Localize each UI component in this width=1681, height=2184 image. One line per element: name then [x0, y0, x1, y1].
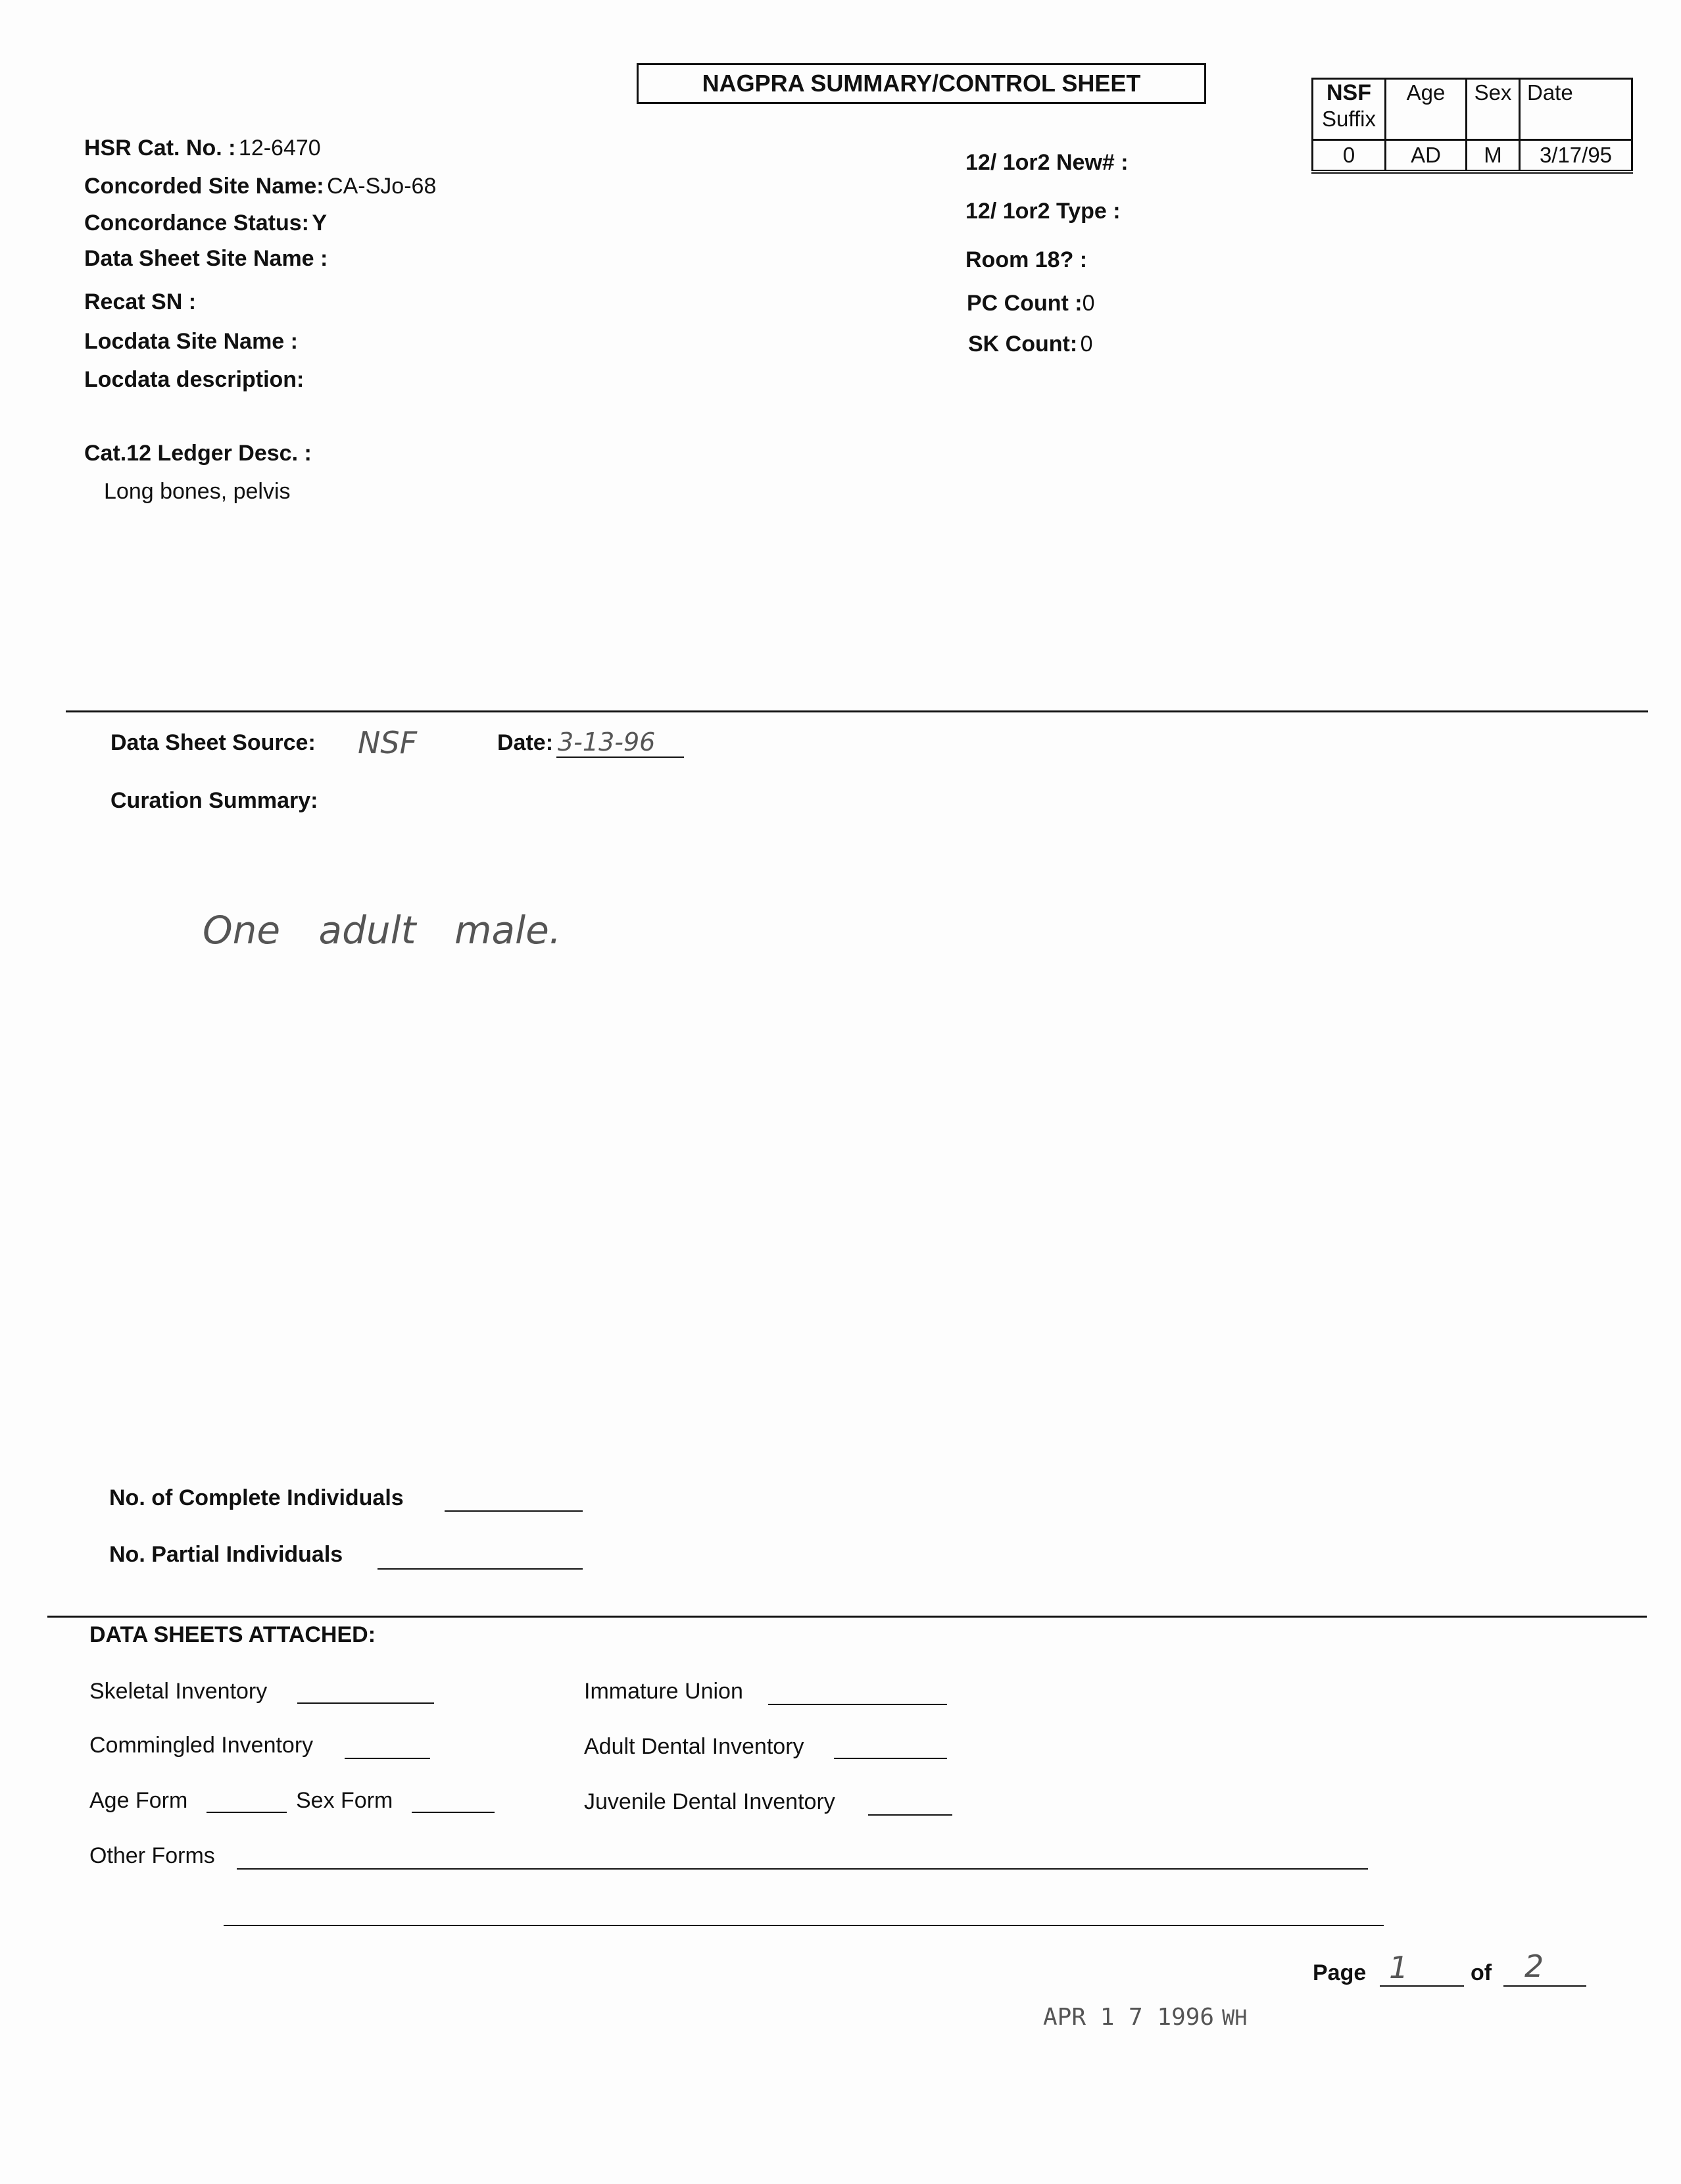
suffix-header: Suffix — [1322, 107, 1376, 131]
locdata-description-label: Locdata description: — [84, 367, 305, 392]
concorded-site-value: CA-SJo-68 — [327, 174, 437, 199]
skeletal-inventory-line — [297, 1702, 434, 1704]
pc-count-value: 0 — [1082, 291, 1095, 316]
total-pages: 2 — [1524, 1948, 1544, 1984]
section-divider-bottom — [47, 1616, 1647, 1618]
page-label: Page — [1313, 1960, 1367, 1985]
data-sheet-source-label: Data Sheet Source: — [110, 730, 316, 755]
juvenile-dental-label: Juvenile Dental Inventory — [584, 1789, 835, 1814]
concorded-site-field — [84, 174, 436, 199]
pc-count-label: PC Count : — [967, 291, 1083, 316]
nsf-table — [1311, 78, 1633, 174]
nsf-header-cell — [1313, 79, 1386, 140]
partial-individuals-label: No. Partial Individuals — [109, 1542, 343, 1567]
sk-count-value: 0 — [1080, 332, 1093, 357]
partial-individuals-line — [378, 1568, 583, 1570]
sex-header: Sex — [1467, 79, 1520, 140]
complete-individuals-label: No. of Complete Individuals — [109, 1485, 404, 1510]
juvenile-dental-line — [868, 1814, 952, 1816]
hsr-cat-value: 12-6470 — [238, 136, 321, 161]
ledger-desc-label: Cat.12 Ledger Desc. : — [84, 441, 312, 466]
data-sheet-site-label: Data Sheet Site Name : — [84, 246, 328, 271]
total-pages-line — [1503, 1985, 1586, 1987]
new-number-label: 12/ 1or2 New# : — [965, 150, 1129, 175]
immature-union-line — [768, 1704, 947, 1705]
age-form-line — [207, 1812, 287, 1813]
form-title: NAGPRA SUMMARY/CONTROL SHEET — [637, 63, 1206, 104]
received-stamp-date: APR 1 7 1996 — [1043, 2004, 1215, 2031]
date-value: 3/17/95 — [1520, 140, 1632, 172]
skeletal-inventory-label: Skeletal Inventory — [89, 1679, 268, 1704]
type-label: 12/ 1or2 Type : — [965, 199, 1121, 224]
nsf-header: NSF — [1327, 80, 1371, 105]
concordance-status-value: Y — [312, 211, 328, 236]
other-forms-line — [237, 1868, 1368, 1870]
sex-value: M — [1467, 140, 1520, 172]
recat-sn-label: Recat SN : — [84, 289, 197, 314]
page-number: 1 — [1389, 1950, 1409, 1985]
age-form-label: Age Form — [89, 1788, 188, 1813]
locdata-site-label: Locdata Site Name : — [84, 329, 298, 354]
sk-count-label: SK Count: — [968, 332, 1078, 357]
ledger-desc-value: Long bones, pelvis — [104, 479, 291, 504]
immature-union-label: Immature Union — [584, 1679, 743, 1704]
section-divider-top — [66, 710, 1648, 712]
room-18-label: Room 18? : — [965, 247, 1088, 272]
age-header: Age — [1386, 79, 1467, 140]
curation-summary-label: Curation Summary: — [110, 788, 318, 813]
of-label: of — [1471, 1960, 1492, 1985]
source-date-line — [556, 757, 684, 758]
sex-form-line — [412, 1812, 495, 1813]
complete-individuals-line — [445, 1510, 583, 1512]
data-sheets-heading: DATA SHEETS ATTACHED: — [89, 1622, 376, 1647]
hsr-cat-label: HSR Cat. No. : — [84, 136, 236, 161]
other-forms-line-2 — [224, 1925, 1384, 1926]
pc-count-field — [967, 291, 1095, 316]
received-stamp-initials: WH — [1222, 2005, 1248, 2030]
commingled-inventory-label: Commingled Inventory — [89, 1733, 314, 1758]
adult-dental-label: Adult Dental Inventory — [584, 1734, 804, 1759]
sex-form-label: Sex Form — [296, 1788, 393, 1813]
age-value: AD — [1386, 140, 1467, 172]
sk-count-field — [968, 332, 1093, 357]
concordance-status-field — [84, 211, 327, 236]
concordance-status-label: Concordance Status: — [84, 211, 309, 236]
other-forms-label: Other Forms — [89, 1843, 215, 1868]
adult-dental-line — [834, 1758, 947, 1759]
nsf-suffix-value: 0 — [1313, 140, 1386, 172]
source-date-value: 3-13-96 — [558, 728, 656, 757]
data-sheet-source-value: NSF — [358, 725, 418, 760]
source-date-label: Date: — [497, 730, 554, 755]
concorded-site-label: Concorded Site Name: — [84, 174, 324, 199]
curation-summary-text: One adult male. — [203, 908, 562, 953]
hsr-cat-field — [84, 136, 321, 161]
page-number-line — [1380, 1985, 1464, 1987]
date-header: Date — [1520, 79, 1632, 140]
commingled-inventory-line — [345, 1758, 430, 1759]
